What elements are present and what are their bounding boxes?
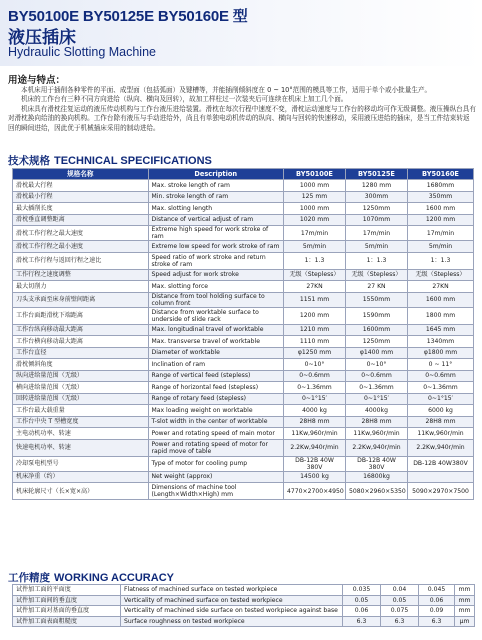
accuracy-cell: 6.3 <box>419 616 455 627</box>
spec-cell: 0~0.6mm <box>346 370 408 382</box>
spec-cell: 1680mm <box>408 180 474 192</box>
spec-cell: 5m/min <box>284 241 346 253</box>
spec-cell: Speed adjust for work stroke <box>148 269 284 281</box>
accuracy-row <box>13 585 475 596</box>
accuracy-cell: 0.06 <box>343 606 381 617</box>
spec-cell: 1：1.3 <box>346 252 408 269</box>
spec-cell: 1280 mm <box>346 180 408 192</box>
spec-cell: 机床轮廓尺寸（长×宽×高） <box>13 483 149 500</box>
spec-row <box>13 252 474 269</box>
spec-row <box>13 214 474 226</box>
spec-row <box>13 191 474 203</box>
spec-cell: 0~1°15′ <box>284 393 346 405</box>
spec-cell: 1590mm <box>346 307 408 324</box>
spec-row <box>13 203 474 215</box>
spec-cell: 工作台最大载重量 <box>13 405 149 417</box>
spec-cell: 滑枕最大行程 <box>13 180 149 192</box>
spec-cell: 1000 mm <box>284 203 346 215</box>
spec-cell: 滑枕垂直调整距离 <box>13 214 149 226</box>
spec-cell: 1210 mm <box>284 324 346 336</box>
spec-cell: DB-12B 40W 380V <box>346 456 408 471</box>
spec-cell: 1000 mm <box>284 180 346 192</box>
spec-cell: Range of rotary feed (stepless) <box>148 393 284 405</box>
spec-cell: 2.2Kw,940r/min <box>408 439 474 456</box>
spec-row <box>13 359 474 371</box>
spec-cell: 工作台纵向移动最大距离 <box>13 324 149 336</box>
spec-cell: 1200 mm <box>408 214 474 226</box>
col-header: Description <box>148 169 284 180</box>
spec-cell: 最大插削长度 <box>13 203 149 215</box>
spec-cell: 1340mm <box>408 336 474 348</box>
accuracy-heading-cn: 工作精度 <box>8 572 50 584</box>
spec-cell: 0~1.36mm <box>408 382 474 394</box>
col-header: BY50160E <box>408 169 474 180</box>
accuracy-cell: Surface roughness on tested workpiece <box>121 616 343 627</box>
accuracy-cell: 0.075 <box>381 606 419 617</box>
spec-cell: 滑枕工作行程与返回行程之速比 <box>13 252 149 269</box>
spec-cell: 主电动机功率、转速 <box>13 428 149 440</box>
spec-row <box>13 180 474 192</box>
spec-cell: 4000 kg <box>284 405 346 417</box>
spec-cell: Type of motor for cooling pump <box>148 456 284 471</box>
spec-cell: Extreme low speed for work stroke of ram <box>148 241 284 253</box>
spec-row <box>13 307 474 324</box>
spec-cell: Max. longitudinal travel of worktable <box>148 324 284 336</box>
accuracy-table <box>12 584 475 627</box>
spec-row <box>13 347 474 359</box>
spec-cell: Max. slotting force <box>148 281 284 293</box>
spec-cell: φ1400 mm <box>346 347 408 359</box>
spec-cell: Net weight (approx) <box>148 471 284 483</box>
spec-cell: φ1250 mm <box>284 347 346 359</box>
spec-cell: 14500 kg <box>284 471 346 483</box>
accuracy-cell: mm <box>455 595 475 606</box>
spec-row <box>13 405 474 417</box>
accuracy-cell: 6.3 <box>343 616 381 627</box>
spec-cell: Range of vertical feed (stepless) <box>148 370 284 382</box>
spec-cell: 机床净重（约） <box>13 471 149 483</box>
spec-cell: 1200 mm <box>284 307 346 324</box>
spec-cell: 1550mm <box>346 292 408 307</box>
spec-cell: 无级（Stepless） <box>408 269 474 281</box>
spec-cell: 1151 mm <box>284 292 346 307</box>
spec-cell: 工作台中央 T 型槽宽度 <box>13 416 149 428</box>
spec-cell: 1：1.3 <box>284 252 346 269</box>
accuracy-cell: Verticality of machined side surface on tested workpiece against base <box>121 606 343 617</box>
spec-heading-en: TECHNICAL SPECIFICATIONS <box>54 155 212 167</box>
spec-cell: DB-12B 40W 380V <box>284 456 346 471</box>
spec-cell: 横向进给量范围（无级） <box>13 382 149 394</box>
spec-heading-cn: 技术规格 <box>8 155 50 167</box>
spec-cell: Range of horizontal feed (stepless) <box>148 382 284 394</box>
spec-cell: 11Kw,960r/min <box>284 428 346 440</box>
spec-cell: 27KN <box>284 281 346 293</box>
spec-cell: 1645 mm <box>408 324 474 336</box>
spec-cell: 11Kw,960r/min <box>408 428 474 440</box>
spec-cell: 0~0.6mm <box>408 370 474 382</box>
accuracy-row <box>13 595 475 606</box>
accuracy-cell: 0.09 <box>419 606 455 617</box>
spec-row <box>13 456 474 471</box>
spec-cell: 28H8 mm <box>284 416 346 428</box>
spec-cell: Distance from worktable surface to underside of slide rack <box>148 307 284 324</box>
spec-row <box>13 241 474 253</box>
spec-cell: Max. slotting length <box>148 203 284 215</box>
spec-cell: 5m/min <box>408 241 474 253</box>
spec-cell: Diameter of worktable <box>148 347 284 359</box>
spec-cell: Speed ratio of work stroke and return stroke of ram <box>148 252 284 269</box>
col-header: BY50125E <box>346 169 408 180</box>
accuracy-cell: 试件加工面间的垂直度 <box>13 595 121 606</box>
spec-row <box>13 428 474 440</box>
spec-cell: Power and rotating speed of motor for rapid move of table <box>148 439 284 456</box>
spec-cell: 滑枕工作行程之最大速度 <box>13 226 149 241</box>
spec-cell: 工作台直径 <box>13 347 149 359</box>
accuracy-cell: μm <box>455 616 475 627</box>
spec-cell: Max. transverse travel of worktable <box>148 336 284 348</box>
accuracy-heading-en: WORKING ACCURACY <box>54 572 174 584</box>
intro-paragraph: 机床具有滑枕往复运动的液压传动机构与工作台液压进给装置。滑枕在每次行程中速度不变，滑枕运动速度与工作台的移动均可作无级调整。液压操纵台具有对滑枕换向给油的换向机构。工作台除有液压与手动进给外，尚且有单独电动机传动的纵向、横向与回转的快速移动，采用液压进给的插床，是当工件结束转返回的瞬间进给，因此优于机械插床采用的制动进给。 <box>8 104 476 132</box>
spec-cell: Min. stroke length of ram <box>148 191 284 203</box>
accuracy-cell: mm <box>455 585 475 596</box>
spec-row <box>13 471 474 483</box>
col-header: BY50100E <box>284 169 346 180</box>
spec-row <box>13 416 474 428</box>
product-name-en: Hydraulic Slotting Machine <box>8 45 156 59</box>
spec-cell: 冷却泵电机型号 <box>13 456 149 471</box>
accuracy-cell: 0.045 <box>419 585 455 596</box>
spec-cell: 1250mm <box>346 203 408 215</box>
spec-cell: 刀头支承面至床身前壁间距离 <box>13 292 149 307</box>
spec-row <box>13 226 474 241</box>
intro-heading: 用途与特点： <box>8 75 66 86</box>
spec-cell: 1110 mm <box>284 336 346 348</box>
spec-table <box>12 168 474 500</box>
spec-cell: Max loading weight on worktable <box>148 405 284 417</box>
accuracy-cell: mm <box>455 606 475 617</box>
spec-cell: 0~10° <box>284 359 346 371</box>
spec-row <box>13 370 474 382</box>
spec-cell: 回转进给量范围（无级） <box>13 393 149 405</box>
accuracy-cell: Verticality of machined surface on tested workpiece <box>121 595 343 606</box>
spec-cell: 1250mm <box>346 336 408 348</box>
spec-cell: 滑枕倾斜角度 <box>13 359 149 371</box>
spec-cell: 1600 mm <box>408 203 474 215</box>
col-header: 规格名称 <box>13 169 149 180</box>
spec-row <box>13 292 474 307</box>
product-name-cn: 液压插床 <box>8 28 76 48</box>
spec-row <box>13 269 474 281</box>
spec-cell: φ1800 mm <box>408 347 474 359</box>
spec-cell: 27 KN <box>346 281 408 293</box>
spec-cell: Extreme high speed for work stroke of ram <box>148 226 284 241</box>
spec-cell: 1020 mm <box>284 214 346 226</box>
intro-text <box>8 86 476 133</box>
accuracy-cell: 试件加工面的平面度 <box>13 585 121 596</box>
spec-cell: 0~10° <box>346 359 408 371</box>
spec-cell: 纵向进给量范围（无级） <box>13 370 149 382</box>
accuracy-cell: 0.05 <box>381 595 419 606</box>
spec-cell: 无级（Stepless） <box>284 269 346 281</box>
spec-row <box>13 393 474 405</box>
spec-cell: 最大切削力 <box>13 281 149 293</box>
spec-cell: 无级（Stepless） <box>346 269 408 281</box>
spec-cell: 17m/min <box>408 226 474 241</box>
accuracy-cell: 试件加工面对基面的垂直度 <box>13 606 121 617</box>
spec-cell: 350mm <box>408 191 474 203</box>
spec-row <box>13 281 474 293</box>
spec-cell: 28H8 mm <box>408 416 474 428</box>
spec-cell: Distance from tool holding surface to column front <box>148 292 284 307</box>
accuracy-heading <box>8 570 174 585</box>
accuracy-cell: 0.05 <box>343 595 381 606</box>
spec-cell: 工作台面距滑枕下端距离 <box>13 307 149 324</box>
spec-cell: 0 ~ 11° <box>408 359 474 371</box>
accuracy-cell: 6.3 <box>381 616 419 627</box>
spec-cell: Max. stroke length of ram <box>148 180 284 192</box>
spec-cell: 0~1°15′ <box>408 393 474 405</box>
spec-cell: 2.2Kw,940r/min <box>346 439 408 456</box>
spec-cell: 28H8 mm <box>346 416 408 428</box>
spec-cell: 11Kw,960r/min <box>346 428 408 440</box>
spec-cell: Inclination of ram <box>148 359 284 371</box>
spec-cell: 4770×2700×4950 <box>284 483 346 500</box>
spec-cell: 工作台横向移动最大距离 <box>13 336 149 348</box>
spec-cell: 4000kg <box>346 405 408 417</box>
accuracy-cell: 试件加工面表面粗糙度 <box>13 616 121 627</box>
spec-cell: 5080×2960×5350 <box>346 483 408 500</box>
model-title: BY50100E BY50125E BY50160E 型 <box>8 8 248 25</box>
spec-row <box>13 382 474 394</box>
spec-cell: 5m/min <box>346 241 408 253</box>
spec-cell: 2.2Kw,940r/min <box>284 439 346 456</box>
accuracy-cell: Flatness of machined surface on tested workpiece <box>121 585 343 596</box>
spec-cell: 17m/min <box>346 226 408 241</box>
spec-cell: 滑枕最小行程 <box>13 191 149 203</box>
spec-row <box>13 324 474 336</box>
spec-cell: 工作行程之速度调整 <box>13 269 149 281</box>
spec-cell: 6000 kg <box>408 405 474 417</box>
spec-cell: 5090×2970×7500 <box>408 483 474 500</box>
spec-cell: DB-12B 40W380V <box>408 456 474 471</box>
accuracy-cell: 0.035 <box>343 585 381 596</box>
spec-cell: 1070mm <box>346 214 408 226</box>
spec-row <box>13 483 474 500</box>
spec-cell: T-slot width in the center of worktable <box>148 416 284 428</box>
spec-cell: 300mm <box>346 191 408 203</box>
spec-row <box>13 439 474 456</box>
spec-cell: 16800kg <box>346 471 408 483</box>
spec-cell: 快速电机功率、转速 <box>13 439 149 456</box>
spec-cell: 1：1.3 <box>408 252 474 269</box>
spec-row <box>13 336 474 348</box>
spec-header-row <box>13 169 474 180</box>
spec-cell: 0~1°15′ <box>346 393 408 405</box>
accuracy-row <box>13 616 475 627</box>
spec-cell: 27KN <box>408 281 474 293</box>
intro-paragraph: 机床的工作台有三种不同方向进给（纵向、横向及回转），故加工样柱过一次装夹后可连续在机床上加工几个面。 <box>21 95 348 104</box>
spec-cell: 0~0.6mm <box>284 370 346 382</box>
spec-cell: Distance of vertical adjust of ram <box>148 214 284 226</box>
accuracy-row <box>13 606 475 617</box>
spec-cell: 滑枕工作行程之最小速度 <box>13 241 149 253</box>
spec-cell: 0~1.36mm <box>284 382 346 394</box>
spec-cell: Dimensions of machine tool (Length×Width×High) mm <box>148 483 284 500</box>
accuracy-cell: 0.04 <box>381 585 419 596</box>
spec-cell: 0~1.36mm <box>346 382 408 394</box>
accuracy-cell: 0.06 <box>419 595 455 606</box>
spec-cell <box>408 471 474 483</box>
spec-cell: Power and rotating speed of main motor <box>148 428 284 440</box>
spec-cell: 1600 mm <box>408 292 474 307</box>
spec-cell: 17m/min <box>284 226 346 241</box>
spec-cell: 1600mm <box>346 324 408 336</box>
intro-paragraph: 本机床用于插削各种零件的平面、成型面（包括弧面）及键槽等，并能插削倾斜度在 0 ~ 10°范围的模具等工作，适用于单个或小批量生产。 <box>21 86 432 94</box>
spec-heading <box>8 153 212 168</box>
spec-cell: 125 mm <box>284 191 346 203</box>
spec-cell: 1800 mm <box>408 307 474 324</box>
